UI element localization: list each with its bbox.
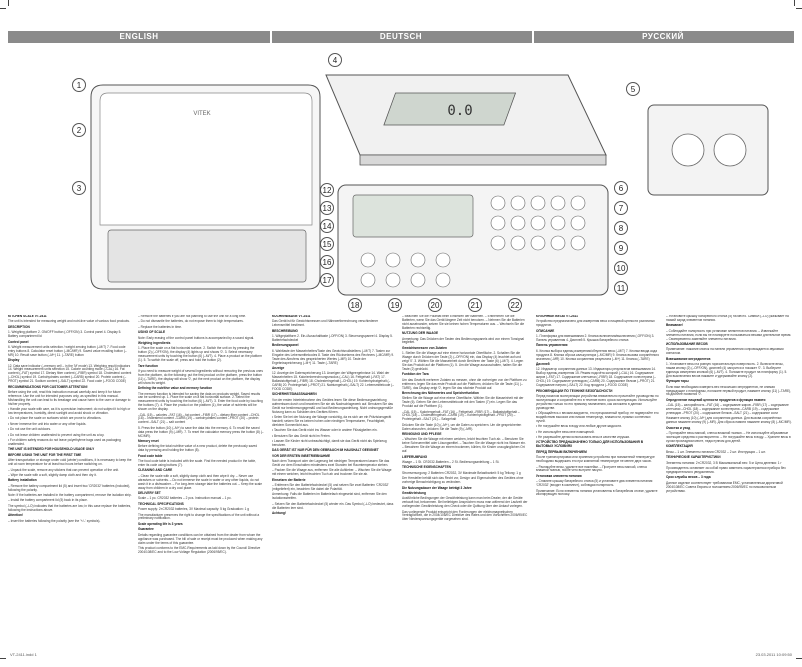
callout-8: 8 <box>614 221 628 235</box>
scale-angled-view <box>326 75 606 165</box>
paragraph: –CAL (15) – calories –FAT (16) – fat content –FIBR (17) – dietary fiber content –CHOL (18) – cholesterol content –CARB (19) – carbohydrates content –PROT (20) – protein content –SALT (21) – salt content <box>138 412 260 425</box>
paragraph: – Packen Sie die Waage aus, entfernen Sie alle Aufkleber. – Wischen Sie die Waage mit einem weichen, leicht feuchten Tuch ab und trocknen Sie sie ab. <box>272 468 392 477</box>
callout-22: 22 <box>508 298 522 312</box>
paragraph: • Не разрешайте детям использовать весы в качестве игрушки. <box>536 435 630 440</box>
section-heading: Функция тары <box>666 379 689 384</box>
paragraph: Anmerkung: Falls die Batterien im Batteriefach eingesetzt sind, entfernen Sie den Isolationsstreifen. <box>272 492 387 501</box>
callout-18: 18 <box>348 298 362 312</box>
paragraph: • Do not place the scale on surfaces which are prone to vibrations. <box>8 416 102 421</box>
section-heading: КОМПЛЕКТАЦИЯ <box>666 444 693 449</box>
paragraph: – Unpack the scale, remove any stickers that can prevent operation of the unit. <box>8 467 119 472</box>
paragraph: Stromversorgung: 2 Batterien CR2032, 3V Maximale Belastbarkeit: 5 kg Teilung: 1 g <box>402 470 521 475</box>
battery-compartment-view <box>648 105 768 195</box>
section-heading: Berechnung des Nährwertes und Speicherfunktion <box>402 390 479 395</box>
paragraph: Stellen Sie die Waage auf eine ebene Oberfläche. Wählen Sie die Masseinheit mit der Taste (6). Geben Sie den Lebensmittelcode mit den Tasten (7) ein. Legen Sie das Produkt auf die Plattform (1). <box>402 396 524 409</box>
section-heading: Battery installation <box>8 478 37 483</box>
callout-3: 3 <box>72 181 86 195</box>
callout-12: 12 <box>320 183 334 197</box>
callout-5: 5 <box>626 82 640 96</box>
paragraph: Waage – 1 St. CR2032-Batterien – 2 St. Bedienungsanleitung – 1 St. <box>402 460 500 464</box>
callout-21: 21 <box>468 298 482 312</box>
paragraph: – Entfernen Sie den Batteriefachdeckel (5) und setzen Sie zwei Batterien 'CR2032' (mitgeliefert) ein, beachten Sie dabei die Polarität. <box>272 483 389 492</box>
section-heading: ТЕХНИЧЕСКИЕ ХАРАКТЕРИСТИКИ <box>666 455 721 460</box>
paragraph: If you need to measure weight of several ingredients without removing the previous ones from the platform, do the following: put the first product on the platform, press the button (11) (–TARE), the display will show '0', put the next product on the platform, the display will show its weight. <box>138 368 263 385</box>
crop-mark <box>796 658 802 659</box>
header-deutsch: DEUTSCH <box>270 31 532 43</box>
deutsch-column-a <box>272 315 396 645</box>
section-heading: Срок службы весов – 3 года <box>666 475 711 480</box>
paragraph: – Install the battery compartment lid (5) back in its place. <box>8 498 88 503</box>
paragraph: The memory function is intended for saving the data on products weight. Saved results can be summed up. 1. Place the scale on a flat horizontal surface. 2. Select the measurement units by touching the button (6) (–M/T). 3. Enter the food code by touching the buttons (7). 4. Place the product on the platform (1), the value of nutrients will be shown on the display. <box>138 391 263 412</box>
section-heading: РЕКОМЕНДАЦИИ ПО ТЕХНИКЕ БЕЗОПАСНОСТИ <box>536 388 613 393</box>
paragraph: – Соблюдайте полярность при установке элементов питания. – Извлекайте элементы питания, если вы не планируете пользоваться весами длительное время. – Своевременно заменяйте элементы питания. <box>666 328 792 341</box>
crop-mark <box>8 0 9 6</box>
paragraph: 1. Платформа для взвешивания 2. Кнопка включения/выключения (-OFF/ON) 3. Панель управления 4. Дисплей 5. Крышка батарейного отсека <box>536 334 655 343</box>
paragraph: Drücken Sie die Taste (10) (–M+), um die Daten zu speichern. Um die gespeicherten Daten abzurufen, drücken Sie die Taste (9) (–MR). <box>402 422 522 431</box>
paragraph: – Распакуйте весы, удалите все наклейки. – Протрите весы мягкой, слегка влажной тканью, после чего вытрите насухо. <box>536 464 647 473</box>
section-heading: Achtung! <box>272 511 286 516</box>
section-heading: ОПИСАНИЕ <box>536 328 555 333</box>
callout-7: 7 <box>614 201 628 215</box>
paragraph: • Tauchen Sie das Gerät nicht ins Wasser oder in andere Flüssigkeiten ein. <box>272 428 378 433</box>
section-heading: DELIVERY SET <box>138 490 161 495</box>
section-heading: BESCHREIBUNG <box>272 328 298 333</box>
paragraph: Details regarding guarantee conditions can be obtained from the dealer from whom the appliance was purchased. The bill of sale or receipt must be produced when making any claim under the terms of this guarantee. <box>138 532 263 545</box>
english-column-b <box>138 315 264 645</box>
paragraph: Элементы питания: 2×CR2032, 3 В Максимальный вес: 5 кг Цена деления: 1 г <box>666 460 782 465</box>
paragraph: Весы – 1 шт. Элементы питания CR2032 – 2 шт. Инструкция – 1 шт. <box>666 449 766 454</box>
paragraph: The unit is intended for measuring weight and nutri-tive value of various food products. <box>8 319 130 324</box>
section-heading: TECHNISCHE EIGENSCHAFTEN <box>402 465 451 470</box>
section-heading: Defining the nutritive value and memory function <box>138 386 213 391</box>
russian-column-b <box>666 315 792 645</box>
display-readout: 0.0 <box>447 103 473 119</box>
section-heading: ИСПОЛЬЗОВАНИЕ ВЕСОВ <box>666 341 708 346</box>
paragraph: • Обращайтесь с весами аккуратно, это прецизионный прибор; не подвергайте его воздействию высоких или низких температур, влажности, прямых солнечных лучей. <box>536 411 659 423</box>
section-heading: Tare function <box>138 363 158 368</box>
paragraph: Note: If the batteries are installed in the battery compartment, remove the isolation strip. <box>8 493 132 498</box>
section-heading: Food code table <box>138 453 163 458</box>
callout-14: 14 <box>320 219 334 233</box>
callout-17: 17 <box>320 273 334 287</box>
language-header-bar <box>8 31 794 43</box>
header-russian: РУССКИЙ <box>532 31 794 43</box>
section-heading: Anzeige <box>272 365 285 370</box>
paragraph: – Clean the scale with a soft, slightly damp cloth and then wipe it dry. – Never use abrasives or solvents. – Do not immerse the scale in water or any other liquids, do not wash it in a dishwasher. – For long-term storage take the batteries out. – Keep the scale away from children in a dry cool place. <box>138 473 263 490</box>
paragraph: – Wipe the scale with a soft, slightly damp cloth and then dry it. <box>8 472 97 477</box>
paragraph: Примечание: Если элементы питания установлены в батарейном отсеке, удалите изолирующую полоску. <box>536 488 658 497</box>
callout-6: 6 <box>614 181 628 195</box>
paragraph: Um das Gewicht mehrerer Zutaten zu messen, ohne die vorherigen von der Plattform zu entfernen, legen Sie das erste Produkt auf die Plattform, drücken Sie die Taste (11) (–TARE), das Display zeigt '0', legen Sie das nächste Produkt auf. <box>402 377 527 390</box>
paragraph: This product conforms to the EMC-Requirements as laid down by the Council Directive 2004/108/EC and to the Low Voltage Regulation (2006/95/EC). <box>138 545 261 554</box>
paragraph: Before using the unit, read this instruction manual carefully and keep it for future reference. Use the unit for intended purposes only, as specified in this manual. Mishandling the unit can lead to its breakage and cause harm to the user or damage to his/her property. <box>8 390 131 406</box>
callout-20: 20 <box>428 298 442 312</box>
header-english: ENGLISH <box>8 31 270 43</box>
section-heading: RECOMMENDATIONS FOR CUSTOMER ATTENTION! <box>8 384 88 389</box>
section-heading: Funktion der Tara <box>402 372 429 377</box>
paragraph: – Протирайте весы мягкой, слегка влажной тканью. – Не используйте абразивные чистящие средства и растворители. – Не погружайте весы в воду. – Храните весы в сухом прохладном месте, недоступном для детей. <box>666 431 791 443</box>
paragraph: • Handle your scale with care, as it is a precision instrument; do not subject it to high or low temperatures, humidity, direct sunlight and avoid shock or vibration. <box>8 407 131 416</box>
crop-mark <box>0 8 6 9</box>
section-heading: KÜCHENWAAGE VT-2411 <box>272 315 311 318</box>
paragraph: Der Hersteller behält sich das Recht vor, Design und Eigenschaften des Gerätes ohne vorherige Benachrichtigung zu verändern. <box>402 476 524 485</box>
product-illustration <box>8 45 794 313</box>
callout-4: 4 <box>328 53 342 67</box>
section-heading: ПЕРЕД ПЕРВЫМ ВКЛЮЧЕНИЕМ <box>536 449 587 454</box>
paragraph: After transportation or storage under cold (winter) conditions, it is necessary to keep the unit at room temperature for at least two hours before switching on. <box>8 458 132 467</box>
section-heading: NUTZUNG DER WAAGE <box>402 331 439 336</box>
paragraph: 1. Stellen Sie die Waage auf eine ebene horizontale Oberfläche. 2. Schalten Sie die Waage durch Drücken der Taste (2) (–OFF/ON) ein, das Display (4) leuchtet auf und zeigt '0'. 3. Wählen Sie die Masseinheit durch Berühren der Taste (6) (–M/T). 4. Legen Sie das Produkt auf die Plattform (1). 5. Um die Waage auszuschalten, halten Sie die Taste (2) gedrückt. <box>402 351 524 371</box>
paragraph: 12. Data save indicator (–memory cell – in the 'M' mode) 13. Weighing result indicators 14. Weight measurement units selection 15. Calorie counting mode (–CAL) 16. Fat content (–FAT) symbol 17. Dietary fiber content (–FIBR) symbol 18. Cholesterol content (–CHOL) symbol 19. Carbohydrates content (–CARB) symbol 20. Protein content (–PROT) symbol 21. Sodium content (–SALT) symbol 22. Food code (–FOOD CODE) <box>8 363 132 384</box>
control-panel-keypad <box>338 185 608 295</box>
paragraph: Before defining the total nutritive value of a new product, delete the previously saved data by pressing and holding the button (8). <box>138 444 258 453</box>
footer-timestamp: 23.03.2011 10:09:50 <box>755 652 792 657</box>
paragraph: Производитель оставляет за собой право изменять характеристики прибора без предварительного уведомления. <box>666 466 786 474</box>
callout-1: 1 <box>72 78 86 92</box>
paragraph: –CAL (15) – Kaloriengehalt –FAT (16) – Fettgehalt –FIBR (17) – Ballaststoffgehalt –CHOL (18) – Cholesteringehalt –CARB (19) – Kohlenhydratgehalt –PROT (20) – Proteingehalt –SALT (21) – Salzgehalt <box>402 409 520 422</box>
paragraph: 1. Wägeplattform 2. Ein-/Ausschalttaste (-OFF/ON) 3. Steuerungspaneel 4. Display 5. Batteriefachdeckel <box>272 334 393 343</box>
paragraph: 5. Press the button (10) (–M+) to save the data into the memory. 6. To recall the saved data press the button (9) (–MR). 7. To reset the calculator memory press the button (8) (–MC/MR). <box>138 425 264 438</box>
callout-16: 16 <box>320 255 334 269</box>
section-heading: УСТРОЙСТВО ПРЕДНАЗНАЧЕНО ТОЛЬКО ДЛЯ ИСПОЛЬЗОВАНИЯ В БЫТОВЫХ УСЛОВИЯХ <box>536 440 644 449</box>
paragraph: • Never immerse the unit into water or any other liquids. <box>8 421 87 426</box>
footer-file-label: VT-2411.indd 1 <box>10 652 37 657</box>
paragraph: Das vorliegende Produkt entspricht den Forderungen der elektromagnetischen Verträglichkeit, die in 2004/108/EC Direktive des Rates und den Vorschriften 2006/95/EC über Niederspannungsgeräte vorgesehen sind. <box>402 509 528 522</box>
section-heading: Einsetzen der Batterie <box>272 477 306 482</box>
paragraph: • Do not leave children unattended to prevent using the unit as a toy. <box>8 432 105 437</box>
paragraph: 1. Weighing platform 2. ON/OFF button (-OFF/ON) 3. Control panel 4. Display 5. Battery compartment lid <box>8 330 122 339</box>
paragraph: • Не погружайте весы в воду или любые другие жидкости. <box>536 424 623 429</box>
paragraph: – Do not dismantle the batteries, do not expose them to high temperatures. <box>138 319 244 324</box>
section-heading: TECHNICAL SPECIFICATIONS <box>138 501 184 506</box>
paragraph: После транспортировки или хранения устройства при пониженной температуре необходимо выдержать его при комнатной температуре не менее двух часов. <box>536 455 655 464</box>
section-heading: Attention! <box>8 513 24 518</box>
callout-19: 19 <box>388 298 402 312</box>
paragraph: – Снимите крышку батарейного отсека (5) и установите два элемента питания 'CR2032' (входят в комплект), соблюдая полярность. <box>536 479 653 488</box>
section-heading: Weighing ingredients <box>138 341 171 346</box>
paragraph: Примечание: нажатие кнопок на панели управления сопровождается звуковым сигналом. <box>666 347 784 356</box>
paragraph: – Wischen Sie die Waage mit einem weichen, leicht feuchten Tuch ab. – Benutzen Sie keine Scheuermittel oder Lösungsmittel. – Tauchen Sie die Waage nicht ins Wasser ein. – Bewahren Sie die Waage an einem trockenen, kühlen, für Kinder unzugänglichen Ort auf. <box>402 437 526 454</box>
section-heading: Gewichtsmessen von Zutaten <box>402 345 447 350</box>
paragraph: Note: Early erasing of the control panel buttons is accompanied by a sound signal. <box>138 335 255 340</box>
paragraph: • Seien Sie bei der Nutzung der Waage vorsichtig, da es sich um ein Präzisionsgerät handelt; setzen Sie es keinen hohen oder niedrigen Temperaturen, Feuchtigkeit, direktem Sonnenlicht aus. <box>272 414 392 427</box>
section-heading: Очистка и уход <box>666 425 691 430</box>
section-heading: Определение пищевой ценности продуктов и функция памяти <box>666 397 766 402</box>
paragraph: Устройство предназначено для измерения веса и пищевой ценности различных продуктов. <box>536 319 655 328</box>
paragraph: Scale – 1 pc. CR2032 batteries – 2 pcs. Instruction manual – 1 pc. <box>138 496 232 501</box>
paragraph: 1. Place the scale on a flat horizontal surface. 2. Switch the unit on by pressing the button (2) (–OFF/ON), the display (4) lights up and shows '0'. 3. Select necessary measurement units by touching the button (6) (–M/T). 4. Place a product on the platform (1). 5. To switch the scale off, press and hold the button (2). <box>138 346 263 363</box>
section-heading: Control panel <box>8 339 29 344</box>
section-heading: Display <box>8 358 20 363</box>
section-heading: DAS GERÄT IST NUR FÜR DEN GEBRAUCH IM HAUSHALT GEEIGNET <box>272 448 379 453</box>
paragraph: Power supply: 2×CR2032 batteries, 3V Maximal capacity: 5 kg Graduation: 1 g <box>138 507 250 512</box>
paragraph: • Benutzen Sie das Gerät nicht im Freien. <box>272 433 331 438</box>
paragraph: Anmerkung: Das Drücken der Tasten des Bedienungspanels wird von einem Tonsignal begleitet. <box>402 336 524 345</box>
section-heading: KITCHEN SCALE VT-2411 <box>8 315 47 318</box>
paragraph: Если вам необходимо измерить вес нескольких ингредиентов, не снимая предыдущие с платформы, положите первый продукт, нажмите кнопку (11) (–TARE), на дисплее появится '0'. <box>666 384 792 397</box>
paragraph: – Установите крышку батарейного отсека (5) на место. Символ (–LO) указывает на низкий заряд элементов питания. <box>666 315 789 322</box>
paragraph: Ausführliche Bedingungen der Gewährleistung kann man beim Dealer, der die Geräte verkauft hat, bekommen. Bei beliebigen Ansprüchen muss man während der Laufzeit der vorliegenden Gewährleistung den Check oder die Quittung über den Ankauf vorlegen. <box>402 496 528 509</box>
paragraph: • For children safety reasons do not leave polyethylene bags used as packaging unattended. <box>8 438 121 446</box>
paragraph: Vor der ersten Inbetriebnahme des Gerätes lesen Sie diese Bedienungsanleitung aufmerksam durch und bewahren Sie sie als Nachschlagewerk auf. Benutzen Sie das Gerät nur bestimmungsgemäß und laut Bedienungsanleitung. Nicht ordnungsgemäße Nutzung kann zu Schäden des Gerätes führen. <box>272 397 394 414</box>
english-column-a <box>8 315 132 645</box>
paragraph: Нажмите кнопку (10) (–M+) для сохранения данных. Для вызова сохранённых данных нажмите кнопку (9) (–MR). Для сброса памяти нажмите кнопку (8) (–MC/MR). <box>666 416 792 425</box>
callout-10: 10 <box>614 261 628 275</box>
section-heading: Установка элемента питания <box>536 473 582 478</box>
scale-brand-label: VITEK <box>193 111 211 117</box>
paragraph: 6. Wahltaste der Masseinheiten/Taste des Gewichtsnullstellens (–M/T) 7. Tasten zur Eingabe des Lebensmittelcodes 8. Taste des Rücksetzens des Rechners (–MC/MR) 9. Taste des Abrufens des gespeicherten Wertes (–MR) 10. Taste der Ergebnisspeicherung (–M+) 11. Taste (–TARE) <box>272 348 395 365</box>
paragraph: – Replace the batteries in time. <box>138 324 182 329</box>
callout-15: 15 <box>320 237 334 251</box>
section-heading: VOR DER ERSTEN INBETRIEBNAHME <box>272 453 331 458</box>
header-divider <box>270 30 272 44</box>
paragraph: 6. Weight measurement units selection / weight zeroing button (–M/T) 7. Food code entry buttons 8. Calculator reset button (–MC/MR) 9. Saved value recalling button (–MR) 10. Result save button (–M+) 11. (–TARE) button <box>8 344 127 357</box>
paragraph: Данное изделие соответствует требованиям ЕМС, установленным директивой 2004/108/EC Совета Европы и положением 2006/95/EC по низковольтным устройствам. <box>666 480 783 493</box>
section-heading: Внимание! <box>666 323 683 328</box>
crop-mark <box>0 658 6 659</box>
paragraph: Nach dem Transport oder der Lagerung bei niedrigen Temperaturen lassen Sie das Gerät vor dem Einschalten mindestens zwei Stunden bei Raumtemperatur stehen. <box>272 459 390 467</box>
scale-top-view <box>91 85 320 289</box>
header-divider <box>532 30 534 44</box>
product-figure <box>8 45 794 313</box>
paragraph: • Не используйте весы вне помещений. <box>536 429 595 434</box>
section-heading: REINIGUNG UND PFLEGE <box>402 432 442 437</box>
section-heading: SICHERHEITSMASSNAHMEN <box>272 392 317 397</box>
russian-column-a <box>536 315 660 645</box>
paragraph: –CAL (15) – калорийность –FAT (16) – содержание жиров –FIBR (17) – содержание клетчатки –CHOL (18) – содержание холестерина –CARB (19) – содержание углеводов –PROT (20) – содержание белков –SALT (21) – содержание соли <box>666 403 789 416</box>
paragraph: 1. Установите весы на ровную горизонтальную поверхность. 2. Включите весы, нажав кнопку (2) (–OFF/ON), дисплей (4) загорится и покажет '0'. 3. Выберите единицы измерения кнопкой (6) (–M/T). 4. Положите продукт на платформу (1). 5. Для выключения весов нажмите и удерживайте кнопку (2). <box>666 362 788 378</box>
section-heading: Панель управления <box>536 343 568 348</box>
section-heading: USING OF SCALE <box>138 330 166 335</box>
callout-11: 11 <box>614 281 628 295</box>
paragraph: 12. Anzeige der Datenspeicherung 13. Anzeigen der Wägeergebnisse 14. Wahl der Masseinheiten 15. Kalorienberechnungsmodus (–CAL) 16. Fettgehalt (–FAT) 17. Ballaststoffgehalt (–FIBR) 18. Cholesteringehalt (–CHOL) 19. Kohlenhydratgehalt (–CARB) 20. Proteingehalt (–PROT) 21. Natriumgehalt (–SALT) 22. Lebensmittelcode (–FOOD CODE) <box>272 371 395 391</box>
section-heading: Bedienungspanel <box>272 343 299 348</box>
section-heading: Die Nutzungsdauer der Waage beträgt 3 Jahre <box>402 485 472 490</box>
section-heading: Guarantee <box>138 527 154 532</box>
section-heading: BEFORE USING THE UNIT FOR THE FIRST TIME <box>8 452 82 457</box>
deutsch-column-b <box>402 315 528 645</box>
crop-mark <box>794 0 795 6</box>
callout-9: 9 <box>614 241 628 255</box>
section-heading: Scale operating life is 3 years <box>138 521 183 526</box>
paragraph: – Setzen Sie den Batteriefachdeckel (5) wieder ein. Das Symbol (–LO) bedeutet, dass die Batterien leer sind. <box>272 501 394 510</box>
paragraph: The symbol (–LO) indicates that the batteries are low; in this case replace the batteries, following the instructions above. <box>8 503 132 512</box>
crop-mark <box>796 8 802 9</box>
section-heading: CLEANING AND CARE <box>138 468 173 473</box>
section-heading: Gewährleistung <box>402 490 426 495</box>
paragraph: – Remove the battery compartment lid (5) and insert two 'CR2032' batteries (included), following the polarity. <box>8 483 131 492</box>
section-heading: THE UNIT IS INTENDED FOR HOUSEHOLD USAGE ONLY <box>8 447 95 452</box>
section-heading: DESCRIPTION <box>8 324 30 329</box>
paragraph: • Lassen Sie Kinder nicht unbeaufsichtigt, damit sie das Gerät nicht als Spielzeug benutzen. <box>272 438 387 447</box>
paragraph: – Beachten Sie die Polarität beim Einsetzen der Batterien. – Entnehmen Sie die Batterien, wenn Sie das Gerät längere Zeit nicht benutzen. – Nehmen Sie die Batterien nicht auseinander, setzen Sie sie keinen hohen Temperaturen aus. – Wechseln Sie die Batterien rechtzeitig. <box>402 315 525 330</box>
section-heading: Memory reset <box>138 438 159 443</box>
paragraph: • Do not use the unit outdoors. <box>8 427 51 432</box>
section-heading: LIEFERUMFANG <box>402 454 428 459</box>
paragraph: The manufacturer preserves the right to change the specifications of the unit without a preliminary notification. <box>138 512 260 521</box>
paragraph: Перед началом эксплуатации устройства внимательно прочитайте руководство по эксплуатации и сохраняйте его в течение всего срока эксплуатации. Используйте устройство только по его прямому назначению, как изложено в данном руководстве. <box>536 393 659 410</box>
paragraph: Das Gerät ist für Gewichtsmessen und Nährwertberechnung verschiedener Lebensmittel bestimmt. <box>272 319 379 328</box>
section-heading: Взвешивание ингредиентов <box>666 356 711 361</box>
section-heading: Дисплей <box>536 362 550 367</box>
paragraph: The food code table is included with the scale. Find the needed product in the table, enter its code using buttons (7). <box>138 459 257 467</box>
paragraph: – Insert the batteries following the polarity (see the '+/–' symbols). <box>8 518 101 523</box>
paragraph: 6. Кнопка выбора единиц измерения/обнуления веса (–M/T) 7. Кнопки ввода кода продукта 8. Кнопка сброса калькулятора (–MC/MR) 9. Кнопка вызова сохранённого значения (–MR) 10. Кнопка сохранения результата (–M+) 11. Кнопка (–TARE) <box>536 348 660 361</box>
paragraph: – Remove the batteries if you are not planning to use the unit for a long time. <box>138 315 247 318</box>
callout-2: 2 <box>72 123 86 137</box>
callout-13: 13 <box>320 201 334 215</box>
section-heading: КУХОННЫЕ ВЕСЫ VT-2411 <box>536 315 578 318</box>
paragraph: 12. Индикатор сохранения данных 13. Индикаторы результатов взвешивания 14. Выбор единиц измерения 15. Режим подсчёта калорий (–CAL) 16. Содержание жиров (–FAT) 17. Содержание клетчатки (–FIBR) 18. Содержание холестерина (–CHOL) 19. Содержание углеводов (–CARB) 20. Содержание белков (–PROT) 21. Содержание натрия (–SALT) 22. Код продукта (–FOOD CODE) <box>536 367 656 388</box>
